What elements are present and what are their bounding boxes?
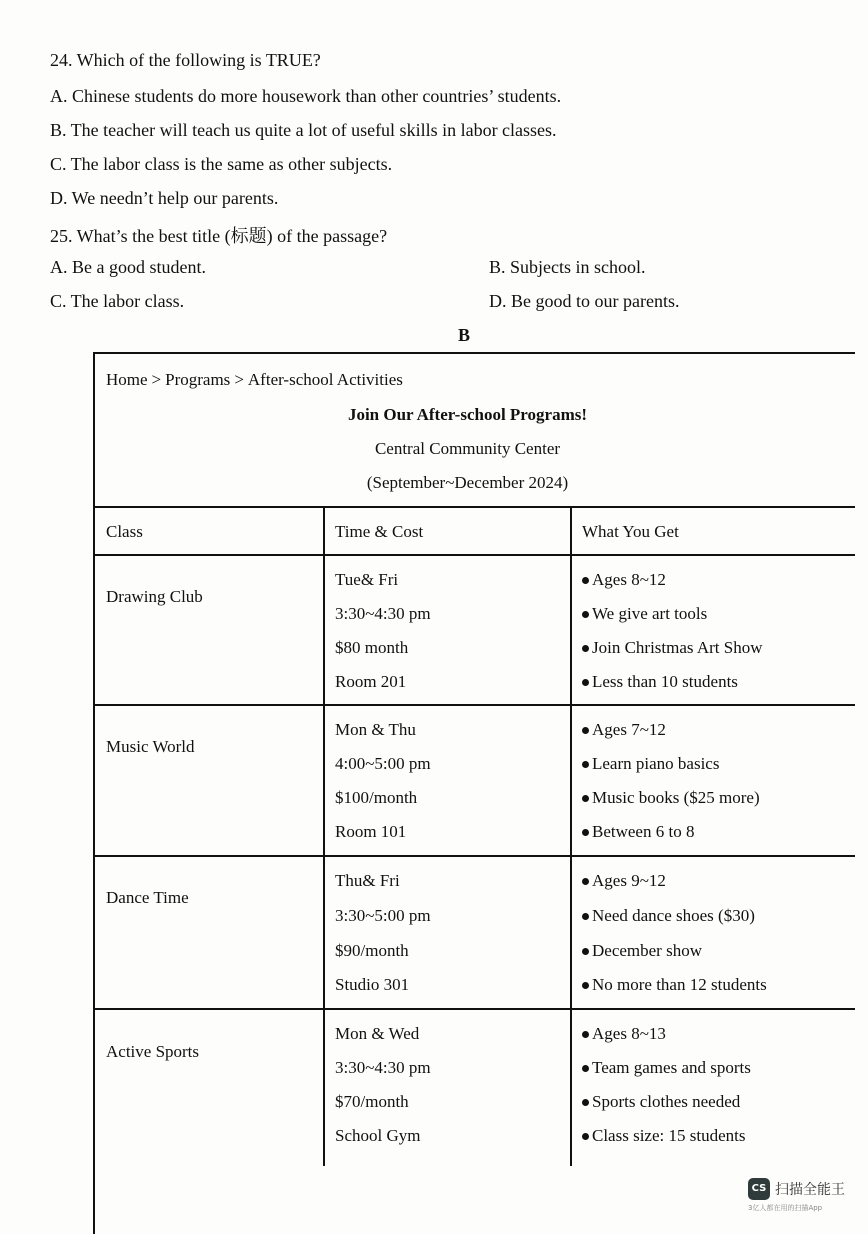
bullet-icon [582, 829, 589, 836]
benefit-item: Need dance shoes ($30) [582, 906, 755, 926]
breadcrumb-programs[interactable]: Programs [165, 370, 231, 389]
row-divider [95, 554, 855, 556]
row-divider [95, 704, 855, 706]
section-label: B [458, 325, 471, 345]
benefit-item: Less than 10 students [582, 672, 738, 692]
class-time: 3:30~5:00 pm [335, 906, 431, 925]
breadcrumb [106, 370, 403, 390]
breadcrumb-home[interactable]: Home [106, 370, 148, 389]
bullet-icon [582, 1031, 589, 1038]
row-divider [95, 855, 855, 857]
benefit-item: Between 6 to 8 [582, 822, 694, 842]
class-cost: $90/month [335, 941, 409, 960]
bullet-icon [582, 1099, 589, 1106]
class-days: Mon & Thu [335, 720, 416, 739]
bullet-icon [582, 679, 589, 686]
class-name: Music World [106, 737, 195, 756]
benefit-item: Class size: 15 students [582, 1126, 745, 1146]
bullet-icon [582, 948, 589, 955]
bullet-icon [582, 982, 589, 989]
bullet-icon [582, 645, 589, 652]
bullet-icon [582, 795, 589, 802]
center-name: Central Community Center [374, 439, 561, 458]
benefit-item: Learn piano basics [582, 754, 719, 774]
benefit-item: No more than 12 students [582, 975, 767, 995]
bullet-icon [582, 878, 589, 885]
breadcrumb-separator: > [234, 370, 244, 389]
column-divider [323, 506, 325, 1166]
class-cost: $100/month [335, 788, 418, 807]
class-room: Room 101 [335, 822, 407, 841]
class-time: 4:00~5:00 pm [335, 754, 431, 773]
class-time: 3:30~4:30 pm [335, 1058, 431, 1077]
q25-option-b: B. Subjects in school. [489, 257, 646, 277]
class-name: Dance Time [106, 888, 189, 907]
q25-stem: 25. What’s the best title (标题) of the passage? [50, 226, 388, 246]
q24-option-b: B. The teacher will teach us quite a lot of useful skills in labor classes. [50, 120, 557, 140]
q25-option-d: D. Be good to our parents. [489, 291, 680, 311]
bullet-icon [582, 577, 589, 584]
column-header-time-cost: Time & Cost [335, 522, 424, 541]
class-room: Studio 301 [335, 975, 410, 994]
scanner-logo-icon: CS [748, 1178, 770, 1200]
class-days: Tue& Fri [335, 570, 399, 589]
program-notice [93, 352, 855, 1234]
bullet-icon [582, 1065, 589, 1072]
column-divider [570, 506, 572, 1166]
column-header-class: Class [106, 522, 143, 541]
class-cost: $80 month [335, 638, 409, 657]
class-days: Thu& Fri [335, 871, 400, 890]
bullet-icon [582, 1133, 589, 1140]
scanner-watermark [748, 1176, 858, 1216]
breadcrumb-separator: > [151, 370, 162, 389]
benefit-item: Ages 8~13 [582, 1024, 666, 1044]
bullet-icon [582, 761, 589, 768]
breadcrumb-current: After-school Activities [247, 370, 403, 389]
benefit-item: Sports clothes needed [582, 1092, 740, 1112]
benefit-item: Music books ($25 more) [582, 788, 760, 808]
program-dates: (September~December 2024) [366, 473, 569, 492]
class-name: Active Sports [106, 1042, 200, 1061]
row-divider [95, 1008, 855, 1010]
class-cost: $70/month [335, 1092, 409, 1111]
benefit-item: We give art tools [582, 604, 707, 624]
class-name: Drawing Club [106, 587, 203, 606]
bullet-icon [582, 611, 589, 618]
q25-option-a: A. Be a good student. [50, 257, 206, 277]
benefit-item: Ages 7~12 [582, 720, 666, 740]
q24-option-a: A. Chinese students do more housework than other countries’ students. [50, 86, 562, 106]
benefit-item: Join Christmas Art Show [582, 638, 763, 658]
q25-option-c: C. The labor class. [50, 291, 185, 311]
benefit-item: Team games and sports [582, 1058, 751, 1078]
q24-stem: 24. Which of the following is TRUE? [50, 50, 321, 70]
benefit-item: December show [582, 941, 702, 961]
notice-header [95, 354, 855, 508]
class-room: Room 201 [335, 672, 407, 691]
benefit-item: Ages 9~12 [582, 871, 666, 891]
class-time: 3:30~4:30 pm [335, 604, 431, 623]
class-days: Mon & Wed [335, 1024, 420, 1043]
q24-option-d: D. We needn’t help our parents. [50, 188, 279, 208]
class-room: School Gym [335, 1126, 421, 1145]
bullet-icon [582, 727, 589, 734]
benefit-item: Ages 8~12 [582, 570, 666, 590]
bullet-icon [582, 913, 589, 920]
scanner-tagline: 3亿人都在用的扫描App [748, 1204, 823, 1212]
column-header-what-you-get: What You Get [582, 522, 679, 541]
q24-option-c: C. The labor class is the same as other subjects. [50, 154, 393, 174]
scanner-app-name: 扫描全能王 [775, 1182, 845, 1198]
notice-title: Join Our After-school Programs! [347, 405, 588, 424]
